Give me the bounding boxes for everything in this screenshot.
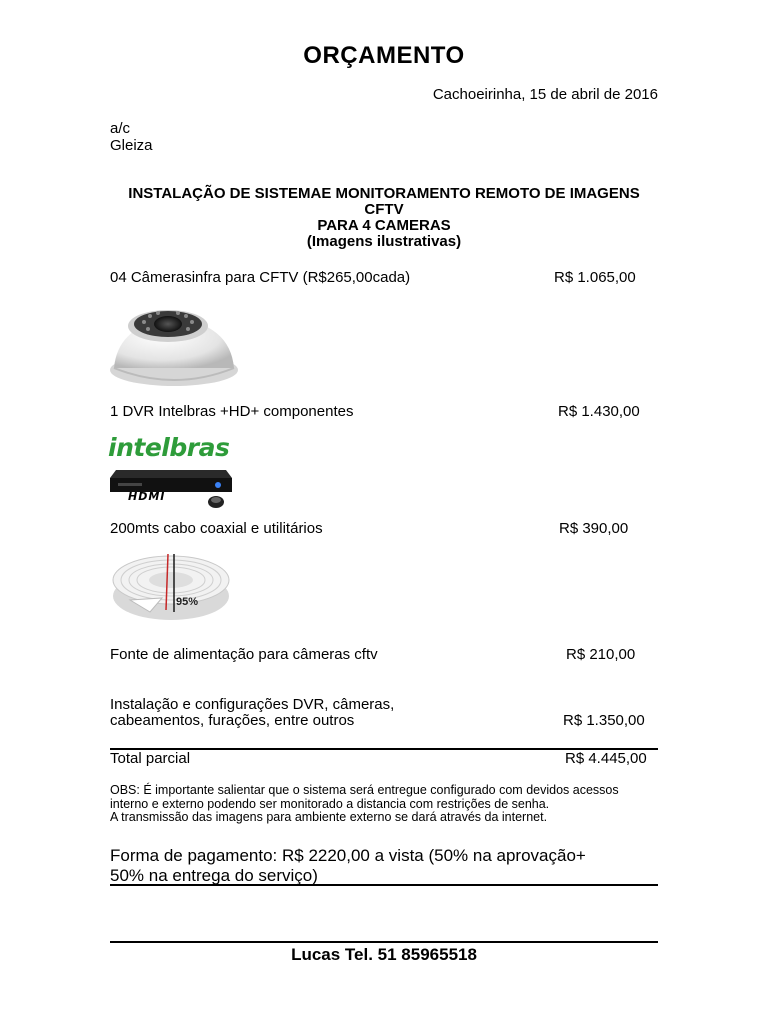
item-cable-label: 200mts cabo coaxial e utilitários bbox=[110, 520, 323, 537]
item-cameras-price: R$ 1.065,00 bbox=[554, 269, 636, 286]
payment-line-1: Forma de pagamento: R$ 2220,00 a vista (50% na aprovação+ bbox=[110, 846, 586, 865]
document-title: ORÇAMENTO bbox=[303, 42, 465, 69]
item-install-line-1: Instalação e configurações DVR, câmeras, bbox=[110, 696, 395, 713]
footer-contact: Lucas Tel. 51 85965518 bbox=[291, 945, 477, 964]
hdmi-logo: HDMI bbox=[128, 490, 166, 503]
item-install-price: R$ 1.350,00 bbox=[563, 712, 645, 729]
dome-camera-image bbox=[108, 296, 240, 388]
item-install-line-2: cabeamentos, furações, entre outros bbox=[110, 712, 355, 729]
observation-note bbox=[110, 784, 670, 825]
item-power-price: R$ 210,00 bbox=[566, 646, 636, 663]
attention-prefix: a/c bbox=[110, 120, 131, 137]
item-dvr-price: R$ 1.430,00 bbox=[558, 403, 640, 420]
heading-line-4: (Imagens ilustrativas) bbox=[306, 233, 462, 250]
heading-line-3: PARA 4 CAMERAS bbox=[317, 217, 451, 234]
cable-badge: 95% bbox=[176, 596, 199, 608]
item-power-label: Fonte de alimentação para câmeras cftv bbox=[110, 646, 378, 663]
cable-roll-image bbox=[110, 550, 232, 622]
section-heading bbox=[110, 186, 658, 250]
item-cable-price: R$ 390,00 bbox=[559, 520, 629, 537]
payment-line-2: 50% na entrega do serviço) bbox=[110, 866, 318, 885]
total-label: Total parcial bbox=[110, 750, 191, 767]
signature-line bbox=[110, 941, 658, 943]
item-dvr-label: 1 DVR Intelbras +HD+ componentes bbox=[110, 403, 354, 420]
heading-line-2: CFTV bbox=[364, 201, 404, 218]
obs-line-1: OBS: É importante salientar que o sistema será entregue configurado com devidos acessos bbox=[110, 783, 619, 797]
payment-divider bbox=[110, 884, 658, 886]
payment-terms bbox=[110, 846, 670, 886]
document-date: Cachoeirinha, 15 de abril de 2016 bbox=[432, 86, 658, 103]
dvr-image bbox=[108, 434, 232, 510]
attention-block bbox=[110, 120, 153, 154]
total-price: R$ 4.445,00 bbox=[565, 750, 647, 767]
obs-line-2: interno e externo podendo ser monitorado a distancia com restrições de senha. bbox=[110, 796, 550, 811]
item-install-label bbox=[110, 697, 394, 729]
item-cameras-label: 04 Câmerasinfra para CFTV (R$265,00cada) bbox=[110, 269, 411, 286]
heading-line-1: INSTALAÇÃO DE SISTEMAE MONITORAMENTO REMOTO DE IMAGENS bbox=[128, 185, 640, 202]
intelbras-logo: intelbras bbox=[108, 433, 230, 462]
obs-line-3: A transmissão das imagens para ambiente externo se dará através da internet. bbox=[110, 810, 548, 824]
attention-name: Gleiza bbox=[110, 137, 153, 154]
